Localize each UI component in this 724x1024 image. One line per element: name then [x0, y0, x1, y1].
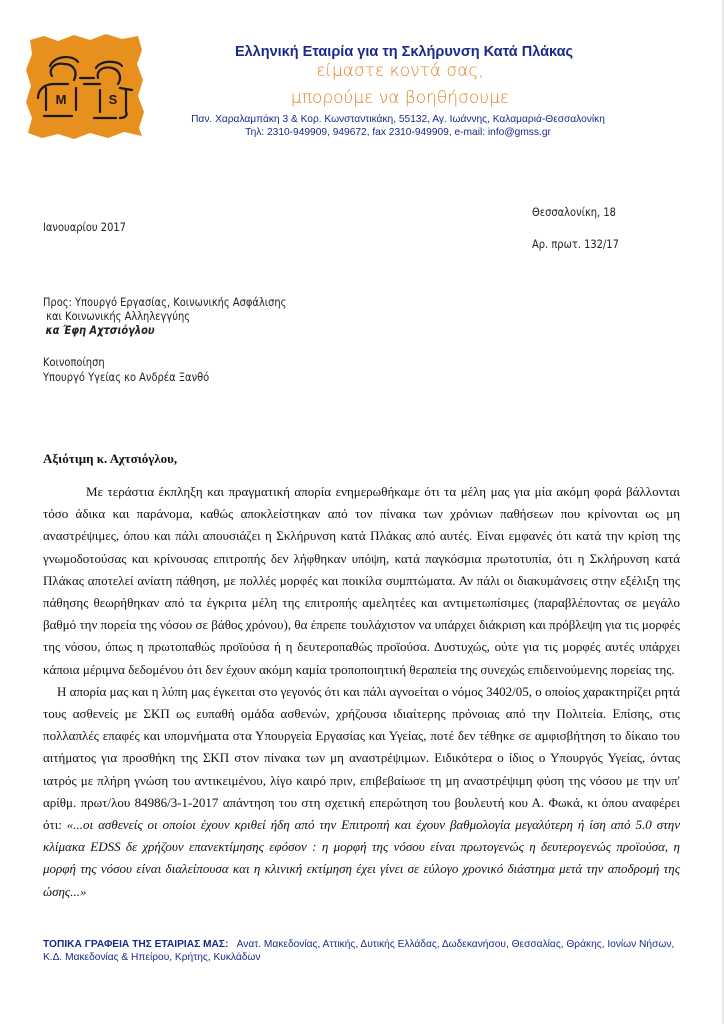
- cc-recipient: Υπουργό Υγείας κο Ανδρέα Ξανθό: [43, 370, 210, 384]
- footer-offices-list: Ανατ. Μακεδονίας, Αττικής, Δυτικής Ελλάδας, Δωδεκανήσου, Θεσσαλίας, Θράκης, Ιονίων Νήσων, Κ.Δ. Μακεδονίας & Ηπείρου, Κρήτης, Κυκλάδων: [43, 939, 675, 963]
- paragraph-2-text: Η απορία μας και η λύπη μας έγκειται στο γεγονός ότι και πάλι αγνοείται ο νόμος 3402/05, ο οποίος χαρακτηρίζει ρητά τους ασθενείς με ΣΚΠ ως ευπαθή ομάδα ασθενών, χρήζουσα ιδιαίτερης πρόνοιας από την Πολιτεία. Επίσης, στις πολλαπλές επαφές και υπομνήματα στα Υπουργεία Εργασίας και Υγείας, ποτέ δεν τέθηκε σε αμφισβήτηση το δίκαιο του αιτήματος για προσθήκη της ΣΚΠ στον πίνακα των μη αναστρέψιμων. Ειδικότερα ο ίδιος ο Υπουργός Υγείας, όντας ιατρός με πλήρη γνώση του αντικειμένου, λίγο καιρό πριν, επιβεβαίωσε τη μη αναστρέψιμη φύση της νόσου με την υπ' αρίθμ. πρωτ/λου 84986/3-1-2017 απάντηση του στη σχετική επερώτηση του βουλευτή κου Α. Φωκά, κι όπου αναφέρει ότι:: [43, 683, 680, 833]
- contact-line: Τηλ: 2310-949909, 949672, fax 2310-949909, e-mail: info@gmss.gr: [245, 127, 551, 138]
- recipient-line-1: Προς: Υπουργό Εργασίας, Κοινωνικής Ασφάλισης: [43, 295, 287, 309]
- quoted-statement: «...οι ασθενείς οι οποίοι έχουν κριθεί ήδη από την Επιτροπή και έχουν βαθμολογία μεγαλύτερη ή ίση από 5.0 στην κλίμακα EDSS δε χρήζουν επανεκτίμησης εφόσον : η μορφή της νόσου είναι πρωτογενώς η δευτερογενώς προϊούσα, η μορφή της νόσου είναι διαλείπουσα και η κλινική εκτίμηση έχει γίνει σε εύλογο χρονικό διάστημα μετά την αποδρομή της ώσης...»: [43, 817, 680, 899]
- date-month: Ιανουαρίου 2017: [43, 220, 126, 234]
- cc-block: [43, 355, 209, 385]
- paragraph-2: [43, 681, 680, 903]
- footer-offices: [43, 939, 683, 964]
- contact-block: [168, 113, 628, 139]
- logo-letter-m: M: [55, 92, 67, 107]
- slogan-line-1: είμαστε κοντά σας,: [316, 61, 484, 81]
- logo-icon: [24, 32, 146, 140]
- organization-logo: [24, 32, 146, 140]
- salutation: Αξιότιμη κ. Αχτσιόγλου,: [43, 451, 178, 466]
- address-line: Παν. Χαραλαμπάκη 3 & Κορ. Κωνσταντικάκη, 55132, Αγ. Ιωάννης, Καλαμαριά-Θεσσαλονίκη: [191, 114, 605, 125]
- cc-label: Κοινοποίηση: [43, 355, 105, 369]
- slogan-line-2: μπορούμε να βοηθήσουμε: [290, 88, 510, 108]
- reference-number: Αρ. πρωτ. 132/17: [532, 237, 619, 251]
- recipient-line-2: και Κοινωνικής Αλληλεγγύης: [43, 309, 191, 323]
- date-city: Θεσσαλονίκη, 18: [532, 205, 616, 219]
- logo-letter-s: S: [108, 92, 118, 107]
- letter-body: [43, 481, 680, 903]
- footer-label: ΤΟΠΙΚΑ ΓΡΑΦΕΙΑ ΤΗΣ ΕΤΑΙΡΙΑΣ ΜΑΣ:: [43, 939, 229, 950]
- paragraph-1: Με τεράστια έκπληξη και πραγματική απορία ενημερωθήκαμε ότι τα μέλη μας για μία ακόμη φορά βάλλονται τόσο άδικα και παράνομα, καθώς αποκλείστηκαν από τον πίνακα των χρόνιων παθήσεων που κρίνονται ως μη αναστρέψιμες, όπου και πάλι απουσιάζει η Σκλήρυνση κατά Πλάκας από αυτές. Είναι εμφανές ότι κατά την κρίση της γνωμοδοτούσας και κρίνουσας επιτροπής δεν λήφθηκαν υπόψη, κατά παγκόσμια πρωτοτυπία, ότι η Σκλήρυνση κατά Πλάκας αποτελεί ανίατη πάθηση, με πολλές μορφές και ποικίλα συμπτώματα. Αν πάλι οι διακυμάνσεις στην εξέλιξη της πάθησης θεωρήθηκαν από τα έγκριτα μέλη της επιτροπής αμελητέες και αντιμετωπίσιμες (παραβλέποντας σε μεγάλο βαθμό την πορεία της νόσου σε βάθος χρόνου), θα έπρεπε τουλάχιστον να υπάρχει διάκριση και πρόβλεψη για τις μορφές της νόσου, όπως η πρωτοπαθώς προϊούσα ή η δευτεροπαθώς προϊούσα. Δυστυχώς, ούτε για τις μορφές αυτές υπάρχει κάποια μέριμνα δεδομένου ότι δεν έχουν ακόμη καμία τροποποιητική θεραπεία της συνεχώς επιδεινούμενης πορείας της.: [43, 484, 680, 677]
- organization-name: Ελληνική Εταιρία για τη Σκλήρυνση Κατά Πλάκας: [234, 44, 574, 60]
- recipient-name: κα Έφη Αχτσιόγλου: [45, 323, 155, 337]
- recipient-block: [43, 295, 287, 337]
